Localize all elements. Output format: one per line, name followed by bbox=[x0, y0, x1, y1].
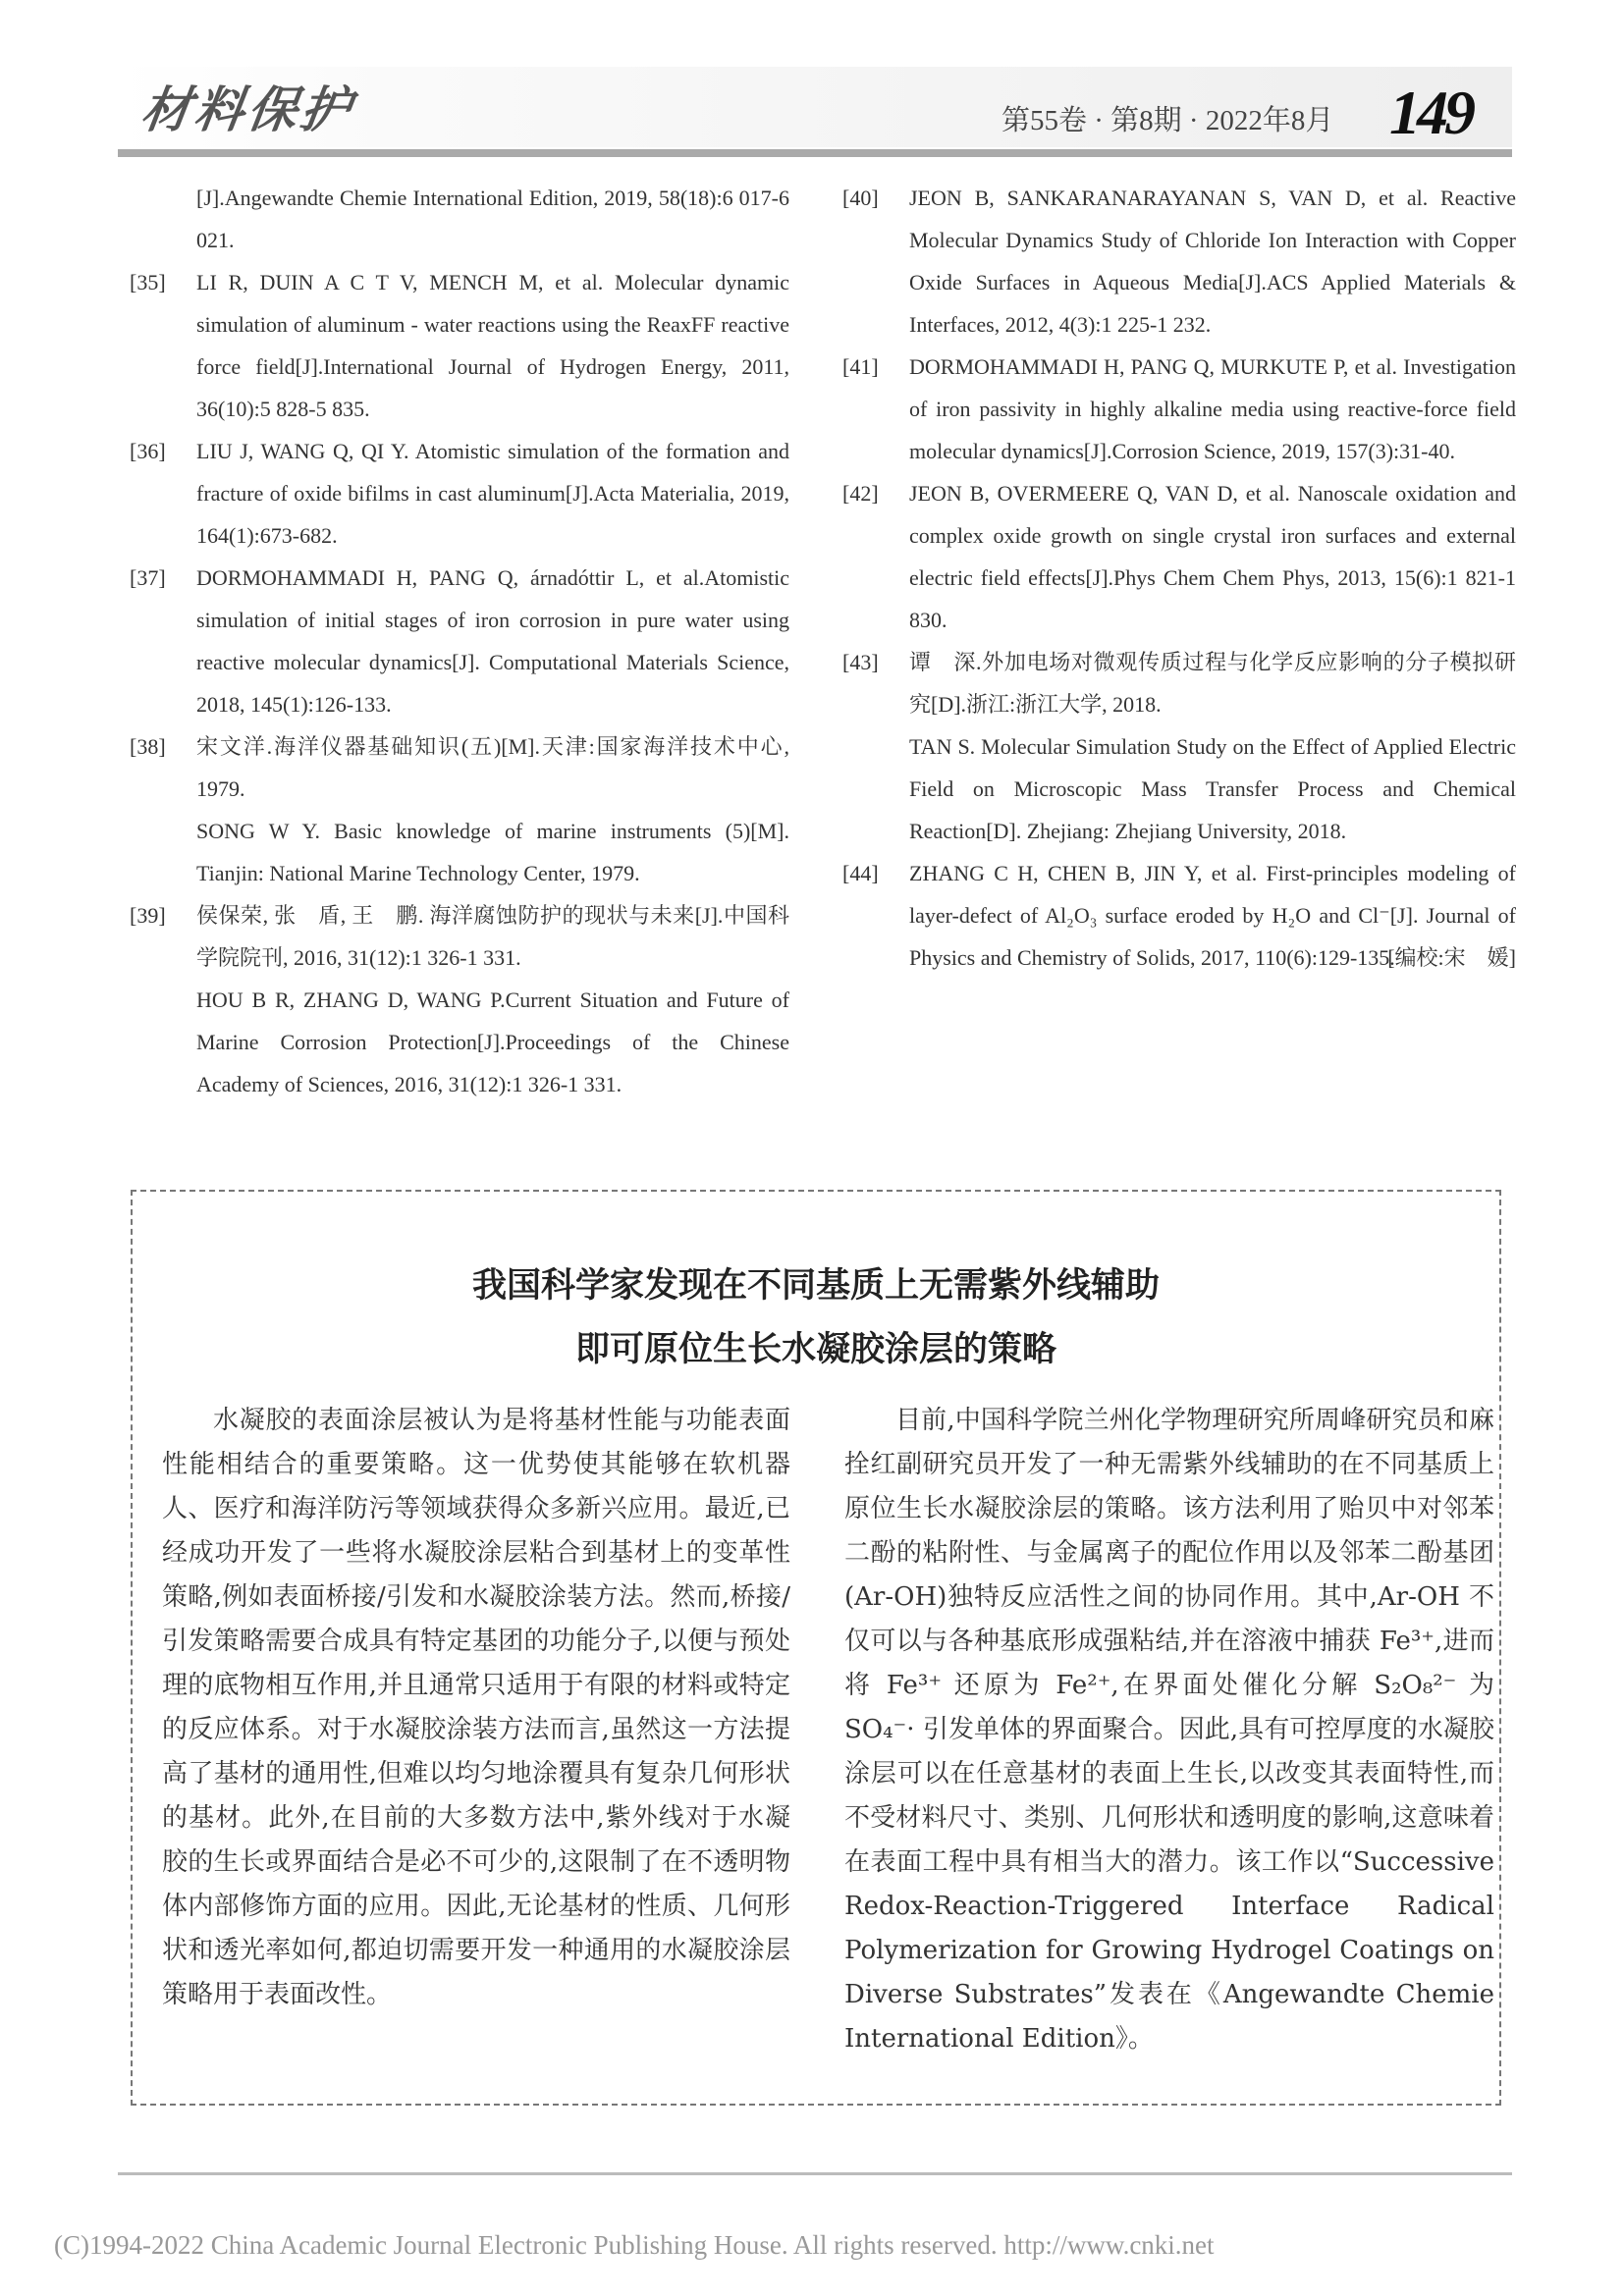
reference-number: [39] bbox=[130, 903, 166, 928]
reference-item bbox=[130, 430, 789, 557]
reference-text: TAN S. Molecular Simulation Study on the Effect of Applied Electric Field on Microscopic Mass Transfer Process and Chemical Reaction[D]. Zhejiang: Zhejiang University, 2018. bbox=[909, 734, 1516, 843]
issue-info: 第55卷 · 第8期 · 2022年8月 bbox=[1001, 105, 1334, 136]
reference-number: [37] bbox=[130, 565, 166, 590]
reference-body bbox=[196, 430, 789, 557]
reference-text: 宋文洋.海洋仪器基础知识(五)[M].天津:国家海洋技术中心, 1979. bbox=[196, 734, 789, 801]
reference-number bbox=[130, 177, 196, 261]
reference-body bbox=[196, 261, 789, 430]
reference-number: [38] bbox=[130, 734, 166, 759]
news-paragraph-left: 水凝胶的表面涂层被认为是将基材性能与功能表面性能相结合的重要策略。这一优势使其能够在软机器人、医疗和海洋防污等领域获得众多新兴应用。最近,已经成功开发了一些将水凝胶涂层粘合到基材上的变革性策略,例如表面桥接/引发和水凝胶涂装方法。然而,桥接/引发策略需要合成具有特定基团的功能分子,以便与预处理的底物相互作用,并且通常只适用于有限的材料或特定的反应体系。对于水凝胶涂装方法而言,虽然这一方法提高了基材的通用性,但难以均匀地涂覆具有复杂几何形状的基材。此外,在目前的大多数方法中,紫外线对于水凝胶的生长或界面结合是必不可少的,这限制了在不透明物体内部修饰方面的应用。因此,无论基材的性质、几何形状和透光率如何,都迫切需要开发一种通用的水凝胶涂层策略用于表面改性。 bbox=[162, 1406, 790, 2009]
reference-text: DORMOHAMMADI H, PANG Q, árnadóttir L, et al.Atomistic simulation of initial stages of iron corrosion in pure water using reactive molecular dynamics[J]. Computational Materials Science, 2018, 145(1):126-133. bbox=[196, 565, 789, 717]
reference-text: 侯保荣, 张 盾, 王 鹏. 海洋腐蚀防护的现状与未来[J].中国科学院院刊, 2016, 31(12):1 326-1 331. bbox=[196, 903, 789, 970]
reference-item bbox=[842, 177, 1516, 346]
reference-item bbox=[842, 346, 1516, 472]
reference-number: [44] bbox=[842, 861, 879, 885]
reference-item bbox=[130, 177, 789, 261]
reference-number: [43] bbox=[842, 650, 879, 674]
reference-text: 谭 深.外加电场对微观传质过程与化学反应影响的分子模拟研究[D].浙江:浙江大学, 2018. bbox=[909, 650, 1516, 717]
reference-text: ZHANG C H, CHEN B, JIN Y, et al. First-principles modeling of layer-defect of Al₂O₃ surface eroded by H₂O and Cl⁻[J]. Journal of Physics and Chemistry of Solids, 2017, 110(6):129-135. bbox=[909, 861, 1516, 970]
header-divider bbox=[118, 149, 1512, 157]
reference-text: SONG W Y. Basic knowledge of marine instruments (5)[M]. Tianjin: National Marine Technology Center, 1979. bbox=[196, 819, 789, 885]
reference-item bbox=[842, 641, 1516, 852]
news-paragraph-right: 目前,中国科学院兰州化学物理研究所周峰研究员和麻拴红副研究员开发了一种无需紫外线辅助的在不同基质上原位生长水凝胶涂层的策略。该方法利用了贻贝中对邻苯二酚的粘附性、与金属离子的配位作用以及邻苯二酚基团(Ar-OH)独特反应活性之间的协同作用。其中,Ar-OH 不仅可以与各种基底形成强粘结,并在溶液中捕获 Fe³⁺,进而将 Fe³⁺ 还原为 Fe²⁺,在界面处催化分解 S₂O₈²⁻ 为 SO₄⁻· 引发单体的界面聚合。因此,具有可控厚度的水凝胶涂层可以在任意基材的表面上生长,以改变其表面特性,而不受材料尺寸、类别、几何形状和透明度的影响,这意味着在表面工程中具有相当大的潜力。该工作以“Successive Redox-Reaction-Triggered Interface Radical Polymerization for Growing Hydrogel Coatings on Diverse Substrates”发表在《Angewandte Chemie International Edition》。 bbox=[844, 1406, 1494, 2054]
reference-item bbox=[130, 261, 789, 430]
reference-text: HOU B R, ZHANG D, WANG P.Current Situation and Future of Marine Corrosion Protection[J].Proceedings of the Chinese Academy of Sciences, 2016, 31(12):1 326-1 331. bbox=[196, 988, 789, 1096]
reference-text: [J].Angewandte Chemie International Edition, 2019, 58(18):6 017-6 021. bbox=[196, 186, 789, 252]
journal-logo: 材料保护 bbox=[137, 80, 358, 138]
reference-number: [41] bbox=[842, 354, 879, 379]
reference-item bbox=[842, 472, 1516, 641]
reference-item bbox=[130, 725, 789, 894]
reference-body bbox=[909, 346, 1516, 472]
reference-body bbox=[909, 177, 1516, 346]
reference-item bbox=[130, 894, 789, 1105]
reference-text: LIU J, WANG Q, QI Y. Atomistic simulation of the formation and fracture of oxide bifilms in cast aluminum[J].Acta Materialia, 2019, 164(1):673-682. bbox=[196, 439, 789, 548]
reference-number: [35] bbox=[130, 270, 166, 294]
reference-body bbox=[196, 894, 789, 1105]
copyright-footer: (C)1994-2022 China Academic Journal Electronic Publishing House. All rights reserved. http://www.cnki.net bbox=[54, 2230, 1215, 2260]
reference-text: LI R, DUIN A C T V, MENCH M, et al. Molecular dynamic simulation of aluminum - water reactions using the ReaxFF reactive force field[J].International Journal of Hydrogen Energy, 2011, 36(10):5 828-5 835. bbox=[196, 270, 789, 421]
reference-body bbox=[196, 557, 789, 725]
news-title-line2: 即可原位生长水凝胶涂层的策略 bbox=[574, 1330, 1056, 1369]
page-number: 149 bbox=[1389, 78, 1472, 147]
reference-item bbox=[130, 557, 789, 725]
reference-body bbox=[909, 641, 1516, 852]
reference-number: [36] bbox=[130, 439, 166, 463]
reference-number: [40] bbox=[842, 186, 879, 210]
editor-note: [编校:宋 媛] bbox=[1387, 945, 1516, 970]
reference-text: JEON B, SANKARANARAYANAN S, VAN D, et al. Reactive Molecular Dynamics Study of Chloride Ion Interaction with Copper Oxide Surfaces in Aqueous Media[J].ACS Applied Materials & Interfaces, 2012, 4(3):1 225-1 232. bbox=[909, 186, 1516, 337]
reference-body bbox=[196, 177, 789, 261]
references-right-column bbox=[842, 177, 1516, 979]
references-left-column bbox=[130, 177, 789, 1105]
reference-body bbox=[196, 725, 789, 894]
reference-text: JEON B, OVERMEERE Q, VAN D, et al. Nanoscale oxidation and complex oxide growth on single crystal iron surfaces and external electric field effects[J].Phys Chem Chem Phys, 2013, 15(6):1 821-1 830. bbox=[909, 481, 1516, 632]
reference-body bbox=[909, 472, 1516, 641]
reference-number: [42] bbox=[842, 481, 879, 506]
footer-divider bbox=[118, 2172, 1512, 2175]
reference-text: DORMOHAMMADI H, PANG Q, MURKUTE P, et al. Investigation of iron passivity in highly alkaline media using reactive-force field molecular dynamics[J].Corrosion Science, 2019, 157(3):31-40. bbox=[909, 354, 1516, 463]
news-title-line1: 我国科学家发现在不同基质上无需紫外线辅助 bbox=[471, 1266, 1160, 1306]
